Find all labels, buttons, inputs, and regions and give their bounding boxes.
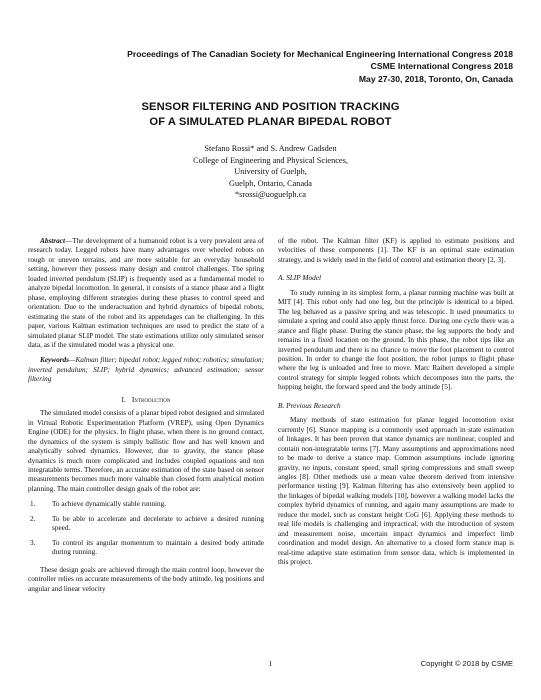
list-item <box>28 539 264 558</box>
section-number: I. <box>121 394 126 404</box>
left-column <box>28 237 264 594</box>
author-email: *srossi@uoguelph.ca <box>234 190 306 200</box>
author-location: Guelph, Ontario, Canada <box>229 178 312 188</box>
design-goals-list <box>28 500 264 557</box>
abstract-label: Abstract <box>40 237 65 245</box>
list-item-number: 2. <box>30 514 36 523</box>
copyright-notice: Copyright © 2018 by CSME <box>420 659 513 668</box>
previous-research-paragraph: Many methods of state estimation for planar legged locomotion exist currently [6]. Stance mapping is a commonly used approach in state estimation of linkages. It has been proven that stance dynamics are nonlinear, coupled and contain non-integratable terms [7]. Many assumptions and approximations need to be made to derive a stance map. Common assumptions include ignoring gravity, no inputs, constant speed, small spring compressions and small sweep angles [8]. Other methods use a mean value theorem derived from intensive performance testing [9]. Kalman filtering has also extensively been applied to the linkages of bipedal walking models [10], however a walking model lacks the complex hybrid dynamics of running, and again many assumptions are made to reduce the model, such as constant height CoG [6]. Applying these methods to real life models is challenging and impractical, with the introduction of system and measurement noise, uncertain impact dynamics and imperfect limb coordination and model design. An alternative to a closed form stance map is real-time adaptive state estimation from sensor data, which is implemented in this project. <box>278 416 514 567</box>
subsection-heading-previous-research: B. Previous Research <box>278 400 341 410</box>
list-item <box>28 515 264 534</box>
right-column <box>278 237 514 568</box>
slip-model-paragraph: To study running in its simplest form, a planar running machine was built at MIT [4]. This robot only had one leg, but the principle is identical to a biped. The leg behaved as a passive spring and was telescopic. It used pneumatics to simulate a spring and could also apply thrust force. During one cycle there was a stance and flight phase. During the stance phase, the leg supports the body and remains in a fixed location on the ground. In this phase, the robot tips like an inverted pendulum and there is no chance to move the foot placement to control position. In order to change the foot position, the robot jumps to flight phase where the leg is unloaded and free to move. Marc Raibert developed a simple control strategy for simple legged robots which decomposes into the parts, the hopping height, the forward speed and the body attitude [5]. <box>278 288 514 392</box>
author-names: Stefano Rossi* and S. Andrew Gadsden <box>204 144 337 153</box>
list-item-text: To be able to accelerate and decelerate to achieve a desired running speed. <box>52 514 264 533</box>
paper-title-line-2: OF A SIMULATED PLANAR BIPEDAL ROBOT <box>149 116 392 128</box>
page-number: 1 <box>268 659 273 668</box>
list-item-text: To control its angular momentum to maintain a desired body attitude during running. <box>52 538 264 557</box>
author-block <box>0 143 541 201</box>
section-title: Introduction <box>131 394 171 404</box>
abstract-text: —The development of a humanoid robot is a very prevalent area of research today. Legged robots have many advantages over wheeled robots on rough or uneven terrains, and are more suitable for an everyday household setting, however they possess many design and control challenges. The spring loaded inverted pendulum (SLIP) is frequently used as a fundamental model to analyze bipedal locomotion. In general, it consists of a stance phase and a flight phase, employing different strategies during these phases to control speed and orientation. Due to the underactuation and hybrid dynamics of bipedal robots, estimating the state of the robot and its appendages can be challenging. In this paper, various Kalman estimation techniques are used to predict the state of a simulated planar SLIP model. The state estimations utilize only simulated sensor data, as if the simulated model was a physical one. <box>28 237 264 349</box>
intro-paragraph-1: The simulated model consists of a planar biped robot designed and simulated in Virtual Robotic Experimentation Platform (VREP), using Open Dynamics Engine (ODE) for the physics. In flight phase, when there is no ground contact, the dynamics of the system is simply ballistic flow and has well known and analytically solved dynamics. However, due to gravity, the stance phase dynamics is much more complicated and includes coupled equations and non integratable terms. Therefore, an accurate estimation of the state based on sensor measurements becomes much more valuable than closed form analytical motion planning. The main controller design goals of the robot are: <box>28 409 264 493</box>
keywords-text: —Kalman filter; bipedal robot; legged robot; robotics; simulation; inverted pendulum; SLIP; hybrid dynamics; advanced estimation; sensor filtering <box>28 356 264 384</box>
section-heading-introduction <box>28 395 264 404</box>
abstract <box>28 237 264 350</box>
author-affiliation-university: University of Guelph, <box>234 167 307 177</box>
intro-paragraph-2-continued: of the robot. The Kalman filter (KF) is applied to estimate positions and velocities of these components [1]. The KF is an optimal state estimation strategy, and is widely used in the field of control and estimation theory [2, 3]. <box>278 237 514 264</box>
conference-proceedings-line: Proceedings of The Canadian Society for Mechanical Engineering International Congress 2018 <box>127 49 513 59</box>
subsection-heading-slip-model: A. SLIP Model <box>278 273 322 283</box>
list-item-number: 3. <box>30 538 36 547</box>
paper-title-line-1: SENSOR FILTERING AND POSITION TRACKING <box>141 101 400 113</box>
keywords-label: Keywords <box>40 356 69 365</box>
list-item-text: To achieve dynamically stable running. <box>52 500 167 509</box>
list-item <box>28 500 264 509</box>
intro-paragraph-2: These design goals are achieved through the main control loop, however the controller relies on accurate measurements of the body attitude, leg positions and angular and linear velocity <box>28 565 264 593</box>
paper-title <box>0 100 541 130</box>
keywords <box>28 356 264 384</box>
conference-header <box>127 48 513 85</box>
author-affiliation-college: College of Engineering and Physical Sciences, <box>193 155 348 165</box>
conference-date-line: May 27-30, 2018, Toronto, On, Canada <box>358 73 513 84</box>
conference-name-line: CSME International Congress 2018 <box>370 61 513 72</box>
list-item-number: 1. <box>30 500 36 509</box>
